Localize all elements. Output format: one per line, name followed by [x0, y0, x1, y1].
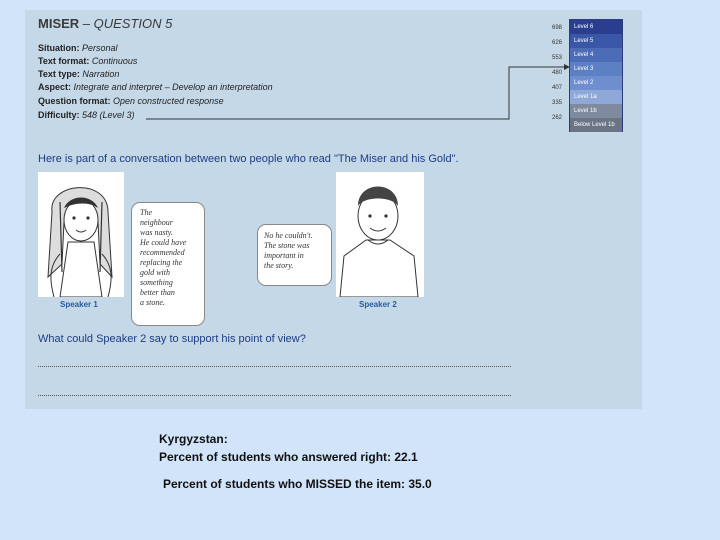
scale-number: 553 [552, 55, 563, 61]
scale-number: 480 [552, 70, 563, 76]
boy-figure-icon [336, 172, 424, 297]
answer-line [38, 366, 511, 367]
speaker-1-speech-bubble [131, 202, 205, 326]
bubble-2-line: No he couldn't. [264, 231, 313, 240]
bubble-1-line: replacing the [140, 258, 183, 267]
item-panel [25, 10, 642, 409]
answer-line [38, 395, 511, 396]
speaker-2-speech-bubble [257, 224, 332, 286]
speaker-1-label: Speaker 1 [60, 300, 98, 309]
scale-number: 626 [552, 40, 563, 46]
bubble-1-line: neighbour [140, 218, 173, 227]
bubble-1-line: a stone. [140, 298, 165, 307]
item-title [38, 16, 172, 31]
bubble-1-line: He could have [140, 238, 187, 247]
bubble-1-line: recommended [140, 248, 185, 257]
scale-number: 262 [552, 115, 563, 121]
meta-text-format: Text format: Continuous [38, 56, 138, 66]
level-3: Level 3 [570, 62, 622, 76]
level-below-1b: Below Level 1b [570, 118, 622, 132]
scale-number: 335 [552, 100, 563, 106]
level-5: Level 5 [570, 34, 622, 48]
scale-number: 407 [552, 85, 563, 91]
bubble-2-line: important in [264, 251, 304, 260]
meta-question-format: Question format: Open constructed response [38, 96, 224, 106]
bubble-1-line: better than [140, 288, 175, 297]
bubble-1-line: something [140, 278, 173, 287]
bubble-1-line: The [140, 208, 152, 217]
speaker-2-illustration [336, 172, 424, 297]
title-separator: – [79, 16, 94, 31]
caption-percent-missed: Percent of students who MISSED the item: 35.0 [163, 477, 432, 491]
girl-figure-icon [38, 172, 124, 297]
bubble-1-line: was nasty. [140, 228, 173, 237]
difficulty-connector [146, 63, 576, 121]
caption-country: Kyrgyzstan: [159, 432, 228, 446]
question-text: What could Speaker 2 say to support his point of view? [38, 333, 306, 345]
proficiency-scale [569, 19, 623, 132]
title-main: MISER [38, 16, 80, 31]
bubble-1-line: gold with [140, 268, 171, 277]
scale-number: 698 [552, 25, 563, 31]
meta-situation: Situation: Personal [38, 43, 118, 53]
title-question: QUESTION 5 [93, 16, 173, 31]
bubble-2-line: the story. [264, 261, 294, 270]
speaker-2-label: Speaker 2 [359, 300, 397, 309]
meta-aspect: Aspect: Integrate and interpret – Develop an interpretation [38, 82, 273, 92]
intro-text: Here is part of a conversation between two people who read "The Miser and his Gold". [38, 153, 459, 165]
level-6: Level 6 [570, 20, 622, 34]
level-1a: Level 1a [570, 90, 622, 104]
meta-difficulty: Difficulty: 548 (Level 3) [38, 110, 135, 120]
level-4: Level 4 [570, 48, 622, 62]
level-2: Level 2 [570, 76, 622, 90]
speaker-1-illustration [38, 172, 124, 297]
difficulty-connector-arrow [147, 119, 577, 179]
level-1b: Level 1b [570, 104, 622, 118]
caption-percent-right: Percent of students who answered right: 22.1 [159, 450, 418, 464]
meta-text-type: Text type: Narration [38, 69, 120, 79]
bubble-2-line: The stone was [264, 241, 310, 250]
